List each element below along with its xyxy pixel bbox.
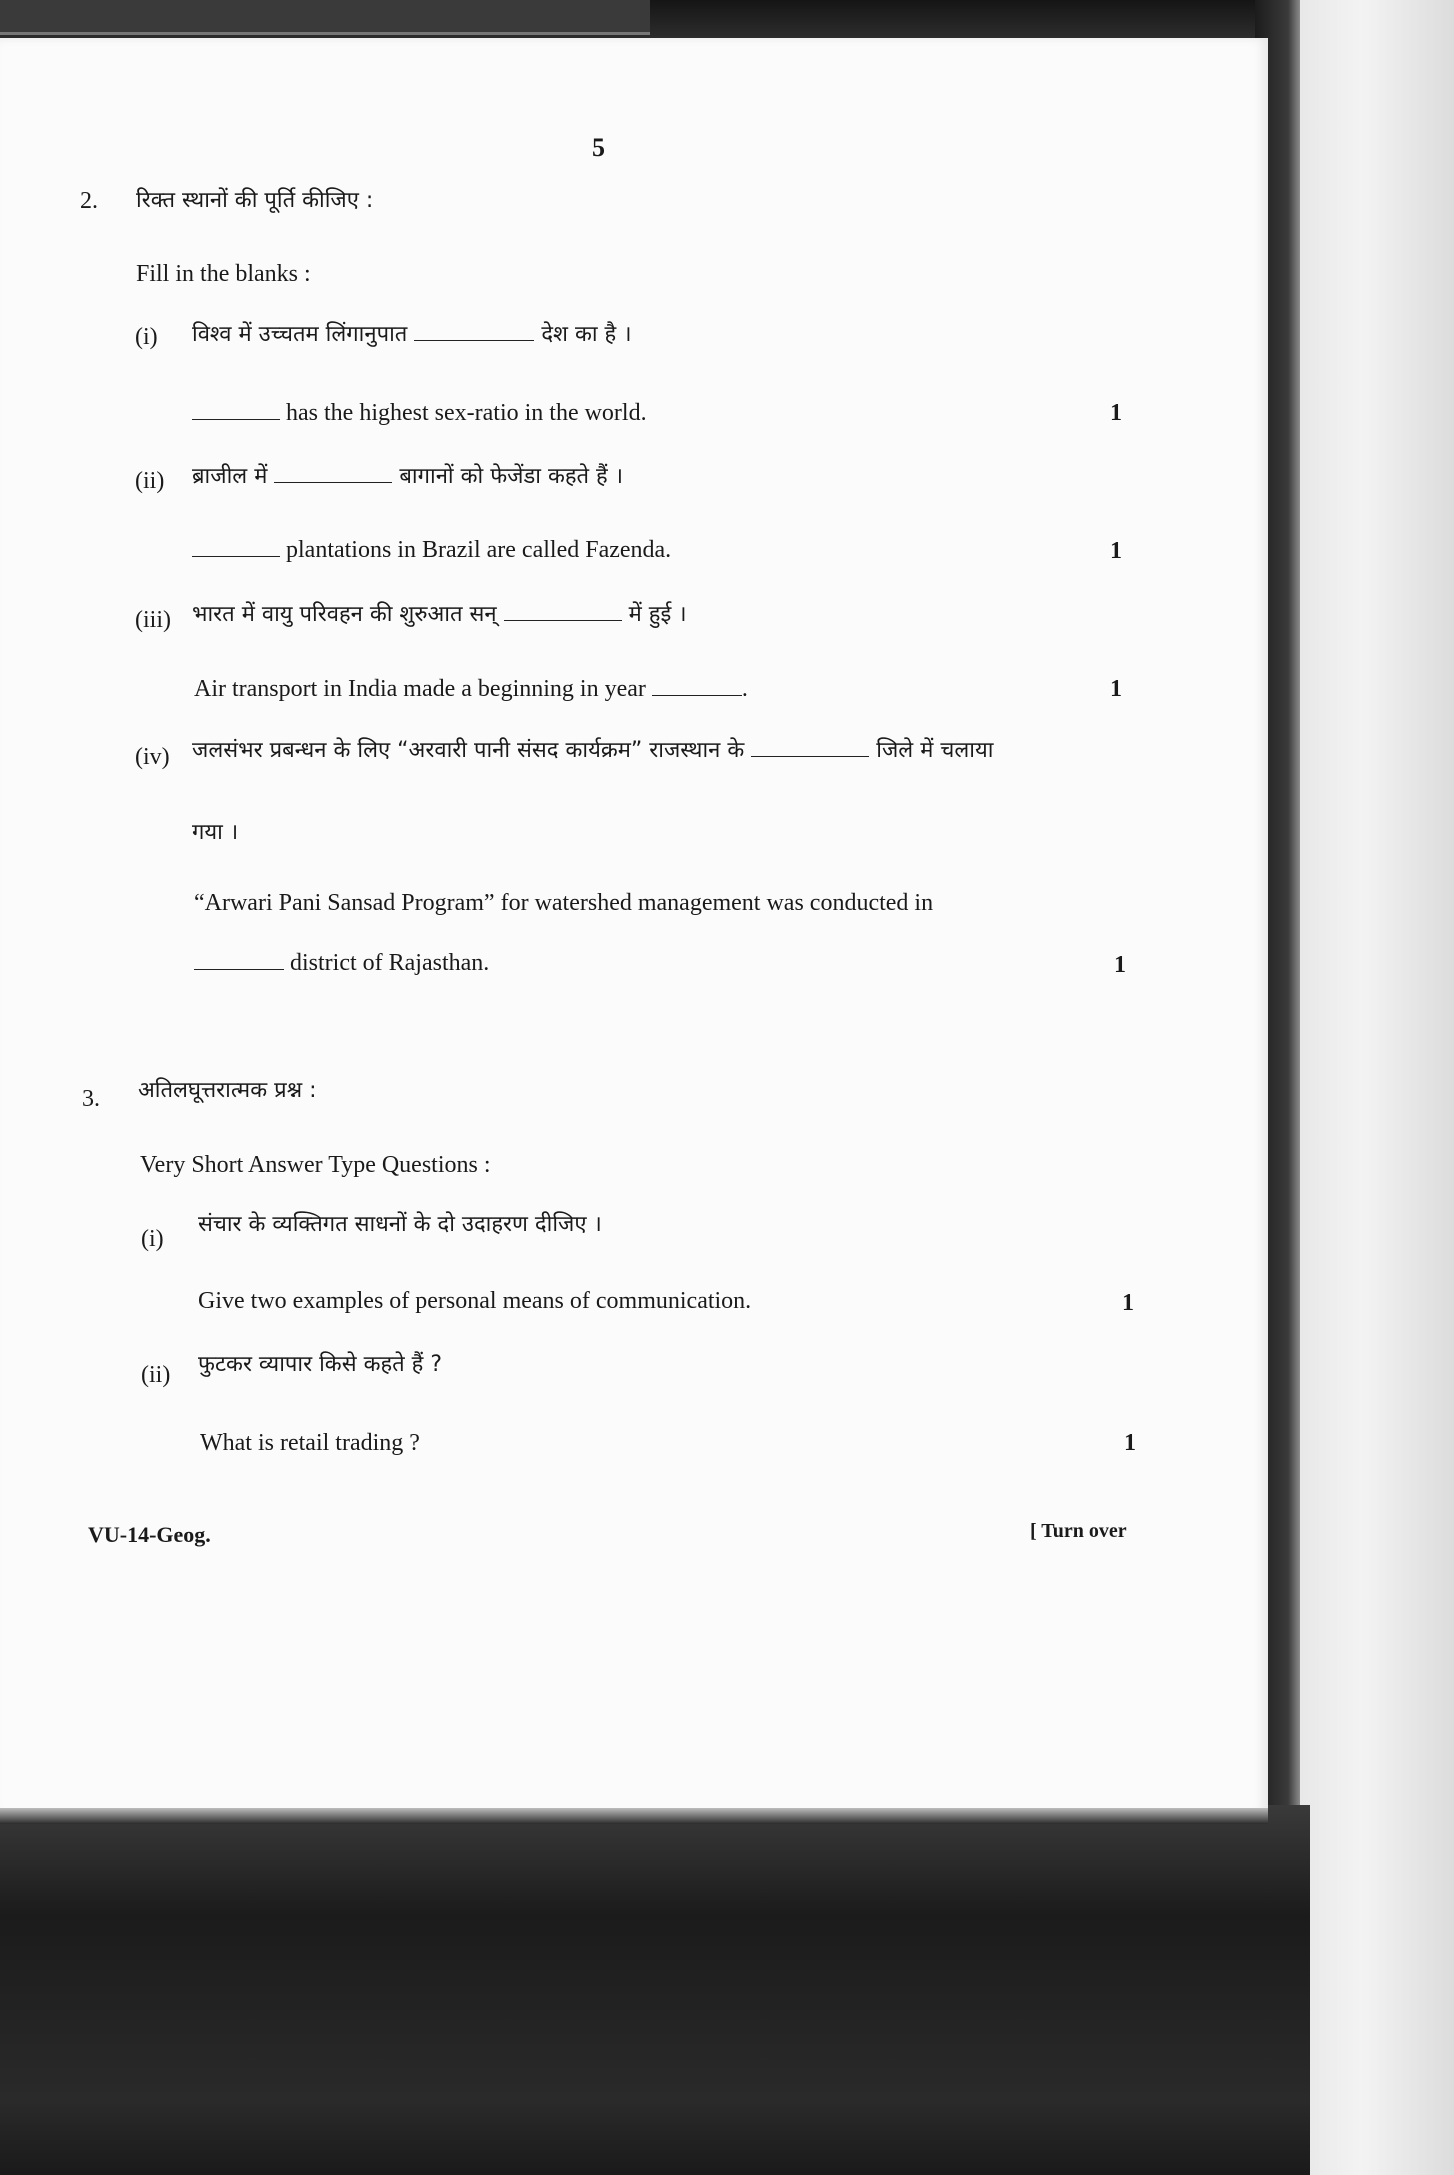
scanner-bottom-area (0, 1805, 1310, 2175)
scanner-right-edge (1300, 0, 1454, 2175)
blank-line (751, 736, 869, 757)
q2-iii-hindi: भारत में वायु परिवहन की शुरुआत सन् में हुई । (192, 602, 687, 627)
q2-i-english: has the highest sex-ratio in the world. (192, 398, 647, 428)
q2-number: 2. (80, 188, 98, 214)
blank-line (194, 949, 284, 970)
q2-iii-marks: 1 (1110, 676, 1122, 702)
page-bottom-edge (0, 1808, 1268, 1824)
q2-iv-hindi: जलसंभर प्रबन्धन के लिए “अरवारी पानी संसद कार्यक्रम” राजस्थान के जिले में चलाया (192, 738, 994, 763)
q3-ii-hindi: फुटकर व्यापार किसे कहते हैं ? (198, 1352, 443, 1377)
q3-i-label: (i) (141, 1226, 164, 1252)
blank-line (192, 536, 280, 557)
q2-iv-label: (iv) (135, 744, 170, 770)
q2-i-label: (i) (135, 324, 158, 350)
q2-iv-english-line2: district of Rajasthan. (194, 948, 489, 978)
q2-iv-marks: 1 (1114, 952, 1126, 978)
q2-iv-hindi-line2: गया । (192, 820, 239, 845)
q3-ii-marks: 1 (1124, 1430, 1136, 1456)
q2-i-hindi: विश्व में उच्चतम लिंगानुपात देश का है । (192, 322, 632, 347)
q2-iv-english-line1: “Arwari Pani Sansad Program” for watershed management was conducted in (194, 890, 934, 916)
q3-number: 3. (82, 1086, 100, 1112)
q2-i-marks: 1 (1110, 400, 1122, 426)
q2-ii-label: (ii) (135, 468, 165, 494)
q2-ii-hindi: ब्राजील में बागानों को फेजेंडा कहते हैं । (192, 464, 624, 489)
q3-i-english: Give two examples of personal means of communication. (198, 1288, 752, 1314)
footer-paper-code: VU-14-Geog. (88, 1522, 211, 1547)
q2-iii-label: (iii) (135, 607, 171, 633)
footer-turn-over: [ Turn over (1030, 1520, 1127, 1542)
q2-ii-english: plantations in Brazil are called Fazenda. (192, 535, 671, 565)
q3-ii-english: What is retail trading ? (200, 1430, 420, 1456)
q3-i-hindi: संचार के व्यक्तिगत साधनों के दो उदाहरण दीजिए । (198, 1212, 602, 1237)
q3-ii-label: (ii) (141, 1362, 171, 1388)
q2-heading-english: Fill in the blanks : (136, 261, 311, 287)
q2-ii-marks: 1 (1110, 538, 1122, 564)
q2-heading-hindi: रिक्त स्थानों की पूर्ति कीजिए : (136, 188, 374, 213)
blank-line (274, 462, 392, 483)
scanner-top-tab (0, 0, 650, 35)
q3-i-marks: 1 (1122, 1290, 1134, 1316)
blank-line (414, 320, 534, 341)
q2-iii-english: Air transport in India made a beginning in year . (194, 676, 748, 702)
q3-heading-english: Very Short Answer Type Questions : (140, 1152, 491, 1178)
q3-heading-hindi: अतिलघूत्तरात्मक प्रश्न : (138, 1078, 317, 1103)
blank-line (192, 399, 280, 420)
blank-line (652, 675, 742, 696)
blank-line (504, 600, 622, 621)
page-number: 5 (592, 133, 605, 162)
